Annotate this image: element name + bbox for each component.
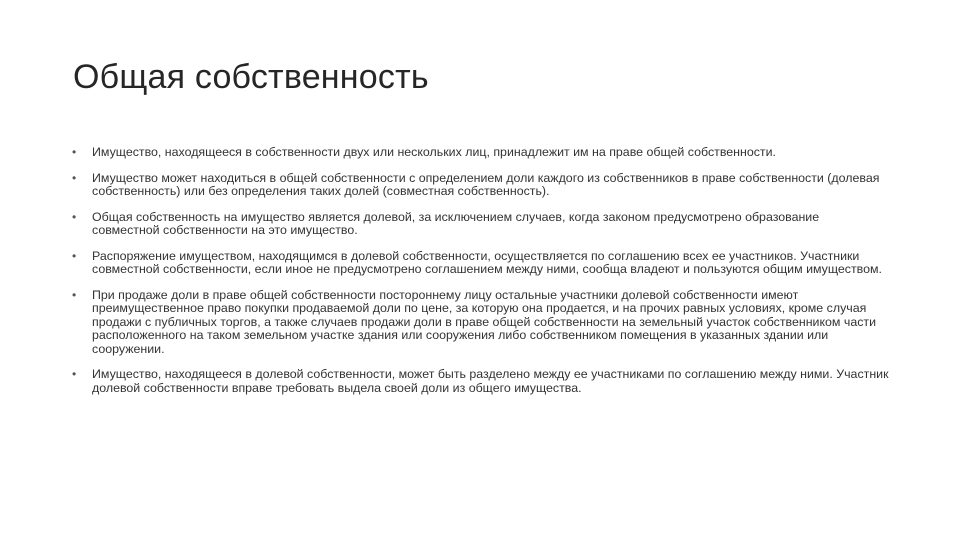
bullet-text: Имущество, находящееся в долевой собственности, может быть разделено между ее участниками по соглашению между ними. Участник долевой собственности вправе требовать выдела своей доли из общего имущества. [92, 367, 889, 395]
bullet-icon: • [72, 209, 77, 224]
bullet-item [70, 211, 890, 238]
bullet-list [70, 146, 890, 407]
bullet-item [70, 289, 890, 357]
bullet-icon: • [72, 170, 77, 185]
bullet-item [70, 368, 890, 395]
bullet-icon: • [72, 287, 77, 302]
bullet-text: Имущество, находящееся в собственности двух или нескольких лиц, принадлежит им на праве общей собственности. [92, 145, 776, 159]
bullet-text: Имущество может находиться в общей собственности с определением доли каждого из собственников в праве собственности (долевая собственность) или без определения таких долей (совместная собственность). [92, 170, 880, 198]
bullet-item [70, 146, 890, 160]
bullet-text: При продаже доли в праве общей собственности постороннему лицу остальные участники долевой собственности имеют преимущественное право покупки продаваемой доли по цене, за которую она продается, и на прочих равных условиях, кроме случая продажи с публичных торгов, а также случаев продажи доли в праве общей собственности на земельный участок собственником части расположенного на таком земельном участке здания или сооружения либо собственником помещения в указанных здании или сооружении. [92, 287, 877, 356]
bullet-text: Распоряжение имуществом, находящимся в долевой собственности, осуществляется по соглашению всех ее участников. Участники совместной собственности, если иное не предусмотрено соглашением между ними, сообща владеют и пользуются общим имуществом. [92, 248, 882, 276]
slide-title: Общая собственность [73, 58, 429, 96]
bullet-item [70, 172, 890, 199]
bullet-icon: • [72, 248, 77, 263]
bullet-text: Общая собственность на имущество является долевой, за исключением случаев, когда законом предусмотрено образование совместной собственности на это имущество. [92, 209, 820, 237]
bullet-item [70, 250, 890, 277]
bullet-icon: • [72, 367, 77, 381]
bullet-icon: • [72, 145, 77, 159]
